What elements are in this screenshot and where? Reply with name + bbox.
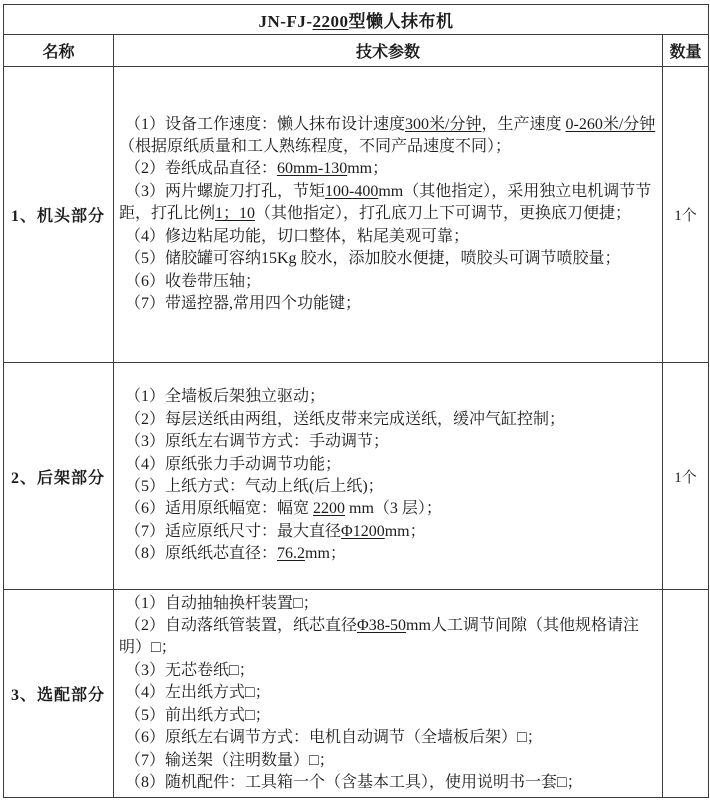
page-title: JN-FJ-2200型懒人抹布机: [4, 5, 709, 35]
spec-item: （2）卷纸成品直径：60mm-130mm；: [125, 160, 389, 178]
col-header-name: 名称: [4, 35, 114, 67]
spec-item: （2）自动落纸管装置，纸芯直径Φ38-50mm人工调节间隙（其他规格请注明）□；: [119, 617, 639, 657]
col-header-qty: 数量: [663, 35, 709, 67]
section-params: [114, 363, 663, 590]
spec-item: （1）全墙板后架独立驱动；: [125, 388, 326, 406]
section-qty: 1个: [663, 363, 709, 590]
spec-item: （3）两片螺旋刀打孔，节矩100-400mm（其他指定），采用独立电机调节节距，打孔比例1；10（其他指定），打孔底刀上下可调节，更换底刀便捷；: [119, 182, 652, 223]
spec-item: （1）设备工作速度：懒人抹布设计速度300米/分钟，生产速度 0-260米/分钟（根据原纸质量和工人熟练程度，不同产品速度不同）；: [119, 115, 656, 156]
spec-table: [3, 4, 709, 798]
spec-item: （8）原纸纸芯直径：76.2mm；: [125, 545, 346, 563]
table-row-head-section: [4, 67, 709, 363]
spec-item: （7）带遥控器,常用四个功能键；: [125, 294, 362, 312]
spec-item: （6）原纸左右调节方式：电机自动调节（全墙板后架）□；: [125, 729, 543, 747]
spec-item: （6）收卷带压轴；: [125, 272, 262, 290]
spec-item: （5）前出纸方式□；: [125, 706, 271, 724]
spec-item: （1）自动抽轴换杆装置□；: [125, 594, 319, 612]
section-label: 3、选配部分: [4, 590, 114, 798]
section-label: 2、后架部分: [4, 363, 114, 590]
spec-item: （5）上纸方式：气动上纸(后上纸)；: [125, 478, 384, 495]
table-row-rear-frame-section: [4, 363, 709, 590]
section-params: [114, 590, 663, 798]
title-row: [4, 5, 709, 35]
spec-item: （8）随机配件：工具箱一个（含基本工具），使用说明书一套□；: [125, 773, 583, 791]
spec-item: （4）左出纸方式□；: [125, 684, 271, 702]
section-params: [114, 67, 663, 363]
header-row: [4, 35, 709, 67]
section-qty: [663, 590, 709, 798]
spec-item: （3）无芯卷纸□；: [125, 661, 255, 679]
table-row-optional-section: [4, 590, 709, 798]
section-qty: 1个: [663, 67, 709, 363]
spec-item: （3）原纸左右调节方式：手动调节；: [125, 433, 390, 451]
col-header-params: 技术参数: [114, 35, 663, 67]
spec-item: （6）适用原纸幅宽：幅宽 2200 mm（3 层）；: [125, 500, 442, 518]
spec-item: （5）储胶罐可容纳15Kg 胶水，添加胶水便捷，喷胶头可调节喷胶量；: [125, 250, 621, 268]
spec-item: （2）每层送纸由两组，送纸皮带来完成送纸，缓冲气缸控制；: [125, 410, 566, 428]
spec-item: （7）输送架（注明数量）□；: [125, 751, 335, 769]
spec-item: （4）修边粘尾功能，切口整体，粘尾美观可靠；: [125, 227, 470, 245]
section-label: 1、机头部分: [4, 67, 114, 363]
spec-item: （7）适应原纸尺寸：最大直径Φ1200mm；: [125, 522, 426, 540]
spec-item: （4）原纸张力手动调节功能；: [125, 455, 342, 473]
